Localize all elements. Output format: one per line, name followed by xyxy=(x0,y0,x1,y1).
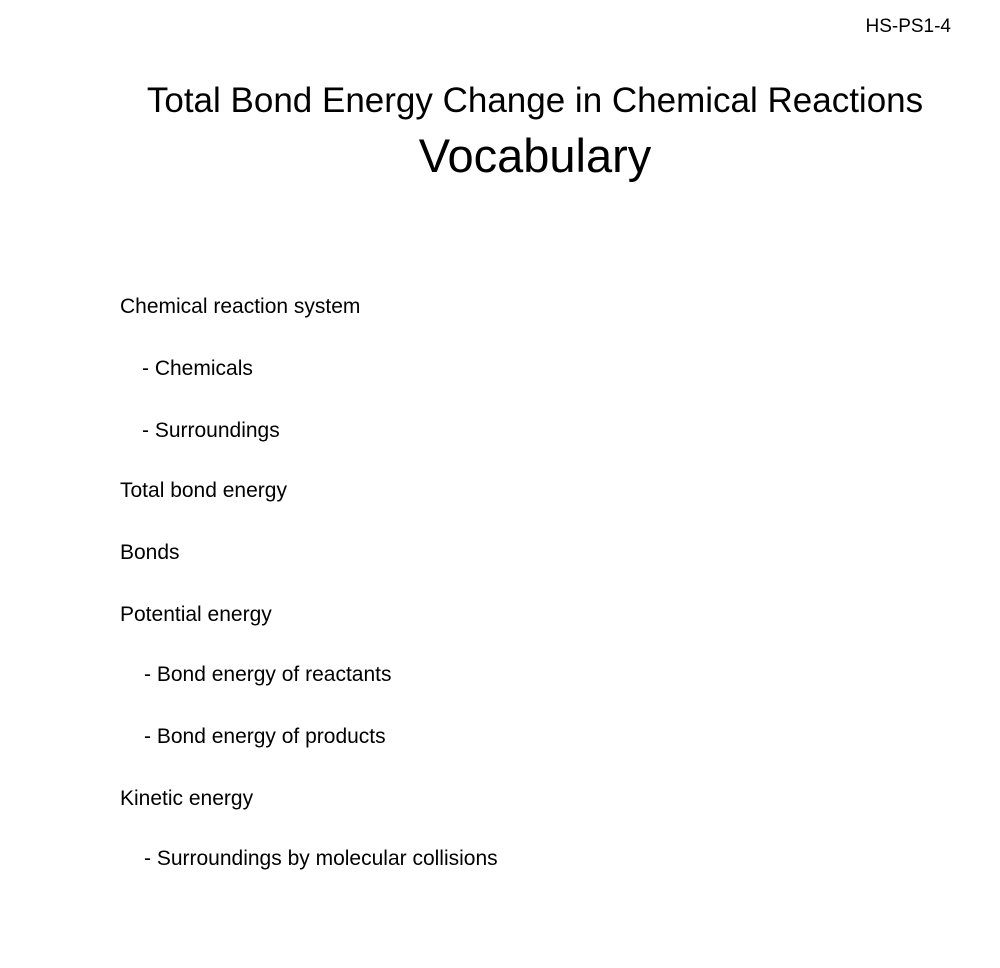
standard-code: HS-PS1-4 xyxy=(865,16,951,37)
vocab-term: Potential energy xyxy=(120,603,272,626)
page-subtitle: Vocabulary xyxy=(418,129,652,182)
vocab-subterm: - Bond energy of products xyxy=(144,725,386,748)
vocab-term: Chemical reaction system xyxy=(120,295,361,318)
vocab-subterm: - Bond energy of reactants xyxy=(144,663,392,686)
page-title: Total Bond Energy Change in Chemical Reactions xyxy=(146,81,924,120)
vocab-term: Bonds xyxy=(120,541,180,564)
vocab-term: Kinetic energy xyxy=(120,787,254,810)
vocab-subterm: - Surroundings by molecular collisions xyxy=(144,847,498,870)
vocab-term: Total bond energy xyxy=(120,479,287,502)
vocab-subterm: - Chemicals xyxy=(142,357,253,380)
vocab-subterm: - Surroundings xyxy=(142,419,280,442)
